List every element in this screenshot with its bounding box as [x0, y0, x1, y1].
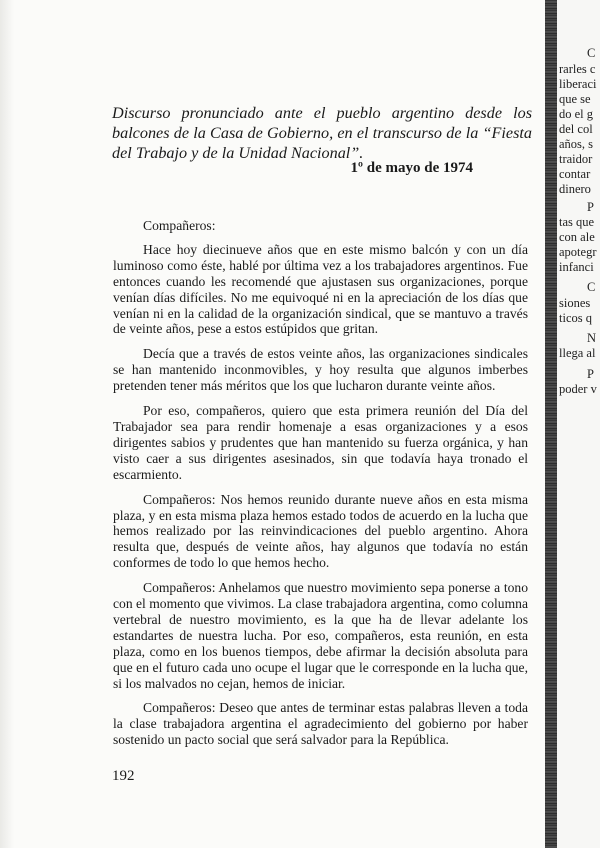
next-page-fragment: P	[587, 200, 594, 214]
paragraph-salutation: Compañeros:	[143, 218, 216, 233]
speech-date: 1º de mayo de 1974	[350, 160, 473, 176]
paragraph: Hace hoy diecinueve años que en este mismo balcón y con un día luminoso como éste, hablé por última vez a los trabajadores argentinos. Fue entonces cuando les recomendé que ajustasen sus organizaciones, porque venían días difíciles. No me equivoqué ni en la apreciación de los días que venían ni en la calidad de la organización sindical, que se mantuvo a través de veinte años, pese a estos estúpidos que gritan.	[113, 241, 528, 337]
next-page-fragment: P	[587, 367, 594, 381]
next-page-fragment: del col	[559, 122, 593, 136]
next-page-fragment: C	[587, 280, 596, 294]
next-page-fragment: siones	[559, 296, 591, 310]
next-page-fragment: con ale	[559, 230, 595, 244]
next-page-fragment: C	[587, 46, 596, 60]
next-page-fragment: rarles c	[559, 62, 596, 76]
next-page-edge	[557, 0, 600, 848]
next-page-fragment: apotegr	[559, 245, 597, 259]
book-gutter	[545, 0, 557, 848]
next-page-fragment: ticos q	[559, 311, 592, 325]
paragraph: Compañeros: Deseo que antes de terminar estas palabras lleven a toda la clase trabajadora argentina el agradecimiento del gobierno por haber sostenido un pacto social que será salvador para la República.	[113, 700, 528, 748]
page-left-edge	[0, 0, 14, 848]
next-page-fragment: N	[587, 331, 597, 345]
paragraph: Compañeros: Anhelamos que nuestro movimiento sepa ponerse a tono con el momento que vivimos. La clase trabajadora argentina, como columna vertebral de nuestro movimiento, es la que ha de llevar adelante los estandartes de nuestra lucha. Por eso, compañeros, esta reunión, en esta plaza, como en los buenos tiempos, debe afirmar la decisión absoluta para que en el futuro cada uno ocupe el lugar que le corresponde en la lucha que, si los malvados no cejan, hemos de iniciar.	[113, 580, 528, 691]
next-page-fragment: tas que	[559, 215, 595, 229]
paragraph: Decía que a través de estos veinte años, las organizaciones sindicales se han mantenido inconmovibles, y hoy resulta que algunos imberbes pretenden tener más méritos que los que lucharon durante veinte años.	[113, 346, 528, 394]
page-number: 192	[112, 768, 135, 784]
next-page-fragment: dinero	[559, 182, 591, 196]
next-page-fragment: liberaci	[559, 77, 597, 91]
next-page-fragment: que se	[559, 92, 591, 106]
speech-body	[113, 218, 528, 757]
paragraph: Compañeros: Nos hemos reunido durante nueve años en esta misma plaza, y en esta misma plaza hemos estado todos de acuerdo en la lucha que hemos realizado por las reinvindicaciones del pueblo argentino. Ahora resulta que, después de veinte años, hay algunos que todavía no están conformes de todo lo que hemos hecho.	[113, 491, 528, 571]
next-page-fragment: poder v	[559, 382, 597, 396]
next-page-fragment: contar	[559, 167, 591, 181]
speech-heading: Discurso pronunciado ante el pueblo argentino desde los balcones de la Casa de Gobierno, en el transcurso de la “Fiesta del Trabajo y de la Unidad Nacional”.	[112, 104, 532, 162]
next-page-fragment: años, s	[559, 137, 594, 151]
paragraph: Por eso, compañeros, quiero que esta primera reunión del Día del Trabajador sea para rendir homenaje a esas organizaciones y a esos dirigentes sabios y prudentes que han mantenido su fuerza orgánica, y han visto caer a sus dirigentes asesinados, sin que todavía haya tronado el escarmiento.	[113, 403, 528, 482]
next-page-fragment: infanci	[559, 260, 594, 274]
next-page-fragment: llega al	[559, 346, 596, 360]
next-page-fragment: traidor	[559, 152, 593, 166]
next-page-fragment: do el g	[559, 107, 594, 121]
